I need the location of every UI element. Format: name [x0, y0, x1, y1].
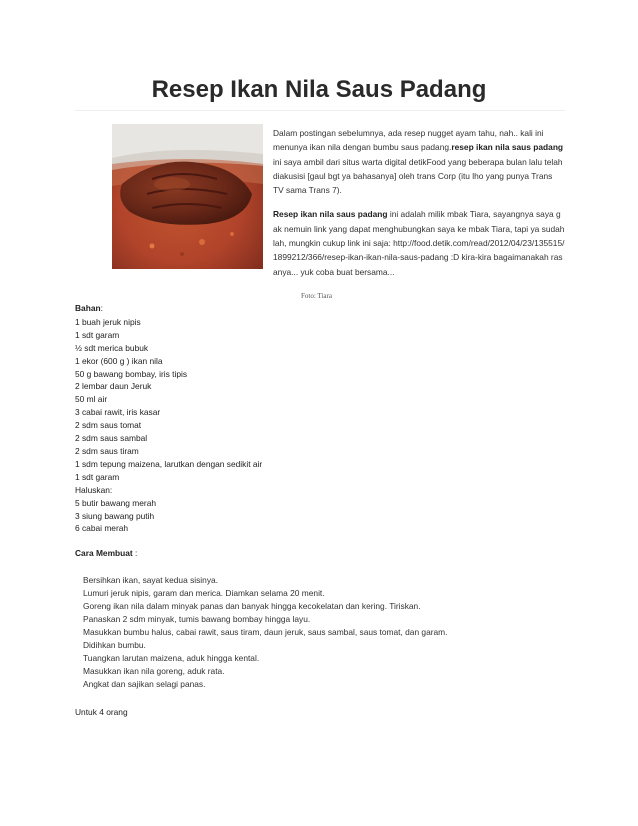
fish-dish-photo	[112, 124, 263, 269]
page-title: Resep Ikan Nila Saus Padang	[151, 76, 487, 103]
ingredient-item: 1 sdm tepung maizena, larutkan dengan sedikit air	[75, 458, 263, 469]
intro-p2-bold: Resep ikan nila saus padang	[273, 209, 388, 220]
method-steps-list	[83, 574, 563, 691]
ingredients-section	[75, 302, 375, 535]
ingredient-item: 2 lembar daun Jeruk	[75, 381, 152, 392]
serving-info: Untuk 4 orang	[75, 707, 128, 717]
ingredient-item: 2 sdm saus sambal	[75, 433, 148, 444]
intro-paragraph-1	[273, 126, 565, 197]
method-step: Lumuri jeruk nipis, garam dan merica. Diamkan selama 20 menit.	[83, 588, 325, 598]
method-heading	[75, 548, 137, 558]
intro-p1-text: Dalam postingan sebelumnya, ada resep nugget ayam tahu, nah.. kali ini menunya ikan nila dengan bumbu saus padang.	[273, 128, 544, 153]
intro-p1-text-cont: ini saya ambil dari situs warta digital detikFood yang beberapa bulan lalu telah diakusisi [gaul bgt ya bahasanya] oleh trans Corp (itu lho yang punya Trans TV sama Trans 7).	[273, 156, 563, 196]
intro-paragraph-2	[273, 207, 565, 278]
ingredient-item: 1 ekor (600 g ) ikan nila	[75, 355, 163, 366]
ingredients-heading	[75, 302, 375, 315]
method-step: Goreng ikan nila dalam minyak panas dan banyak hingga kecokelatan dan kering. Tiriskan.	[83, 601, 421, 611]
ingredient-item: Haluskan:	[75, 484, 113, 495]
ingredients-list	[75, 316, 375, 535]
ingredients-heading-colon: :	[100, 303, 103, 313]
ingredient-item: 1 buah jeruk nipis	[75, 316, 141, 327]
method-step: Panaskan 2 sdm minyak, tumis bawang bombay hingga layu.	[83, 614, 311, 624]
method-heading-label: Cara Membuat	[75, 548, 133, 558]
method-step: Bersihkan ikan, sayat kedua sisinya.	[83, 575, 219, 585]
intro-p2-text: ini adalah milik mbak Tiara, sayangnya saya gak nemuin link yang dapat menghubungkan saya ke mbak Tiara, tapi ya sudahlah, mungkin cukup link ini saja: http://food.detik.com/read/2012/04/23/135515/1899212/366/resep-ikan-ikan-nila-saus-padang :D kira-kira bagaimanakah rasanya... yuk coba buat bersama...	[273, 209, 565, 277]
ingredient-item: 3 cabai rawit, iris kasar	[75, 407, 161, 418]
intro-p1-bold: resep ikan nila saus padang	[451, 142, 564, 153]
fish-dish-icon	[112, 124, 263, 269]
ingredient-item: 5 butir bawang merah	[75, 497, 157, 508]
ingredient-item: 2 sdm saus tiram	[75, 445, 139, 456]
method-step: Didihkan bumbu.	[83, 640, 146, 650]
ingredient-item: ½ sdt merica bubuk	[75, 342, 149, 353]
ingredient-item: 3 siung bawang putih	[75, 510, 155, 521]
ingredients-heading-label: Bahan	[75, 303, 101, 313]
intro-text	[273, 126, 565, 289]
ingredient-item: 1 sdt garam	[75, 471, 120, 482]
title-divider	[75, 110, 565, 111]
ingredient-item: 50 g bawang bombay, iris tipis	[75, 368, 188, 379]
ingredient-item: 6 cabai merah	[75, 523, 129, 534]
method-step: Tuangkan larutan maizena, aduk hingga kental.	[83, 653, 260, 663]
photo-caption: Foto: Tiara	[301, 292, 332, 300]
ingredient-item: 50 ml air	[75, 394, 108, 405]
method-step: Angkat dan sajikan selagi panas.	[83, 679, 206, 689]
method-heading-colon: :	[132, 548, 138, 558]
method-step: Masukkan bumbu halus, cabai rawit, saus tiram, daun jeruk, saus sambal, saus tomat, dan garam.	[83, 627, 448, 637]
ingredient-item: 2 sdm saus tomat	[75, 420, 142, 431]
ingredient-item: 1 sdt garam	[75, 329, 120, 340]
method-step: Masukkan ikan nila goreng, aduk rata.	[83, 666, 225, 676]
